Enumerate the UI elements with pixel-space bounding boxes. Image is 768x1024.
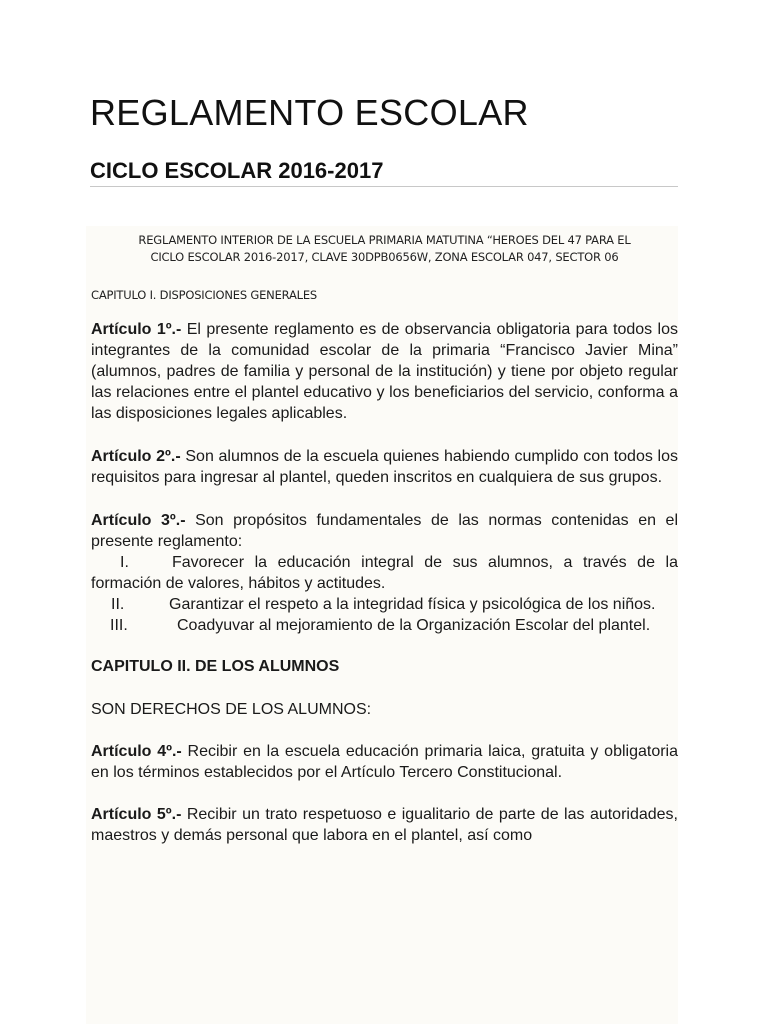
regulation-header (91, 232, 678, 266)
article-4 (91, 741, 678, 783)
article-5-text: Recibir un trato respetuoso e igualitario de parte de las autoridades, maestros y demás personal que labora en el plantel, así como (91, 806, 679, 844)
rights-heading: SON DERECHOS DE LOS ALUMNOS: (91, 701, 372, 718)
purpose-item-2-number: II. (111, 596, 125, 613)
article-3-text: Son propósitos fundamentales de las normas contenidas en el presente reglamento: (91, 512, 678, 550)
purpose-item-1-number: I. (120, 554, 129, 571)
document-title: REGLAMENTO ESCOLAR (90, 92, 529, 133)
purpose-item-1 (91, 552, 678, 594)
article-5-label: Artículo 5º.- (91, 806, 182, 823)
purpose-item-2 (91, 594, 678, 615)
article-2 (91, 446, 678, 488)
article-5 (91, 804, 678, 846)
article-3 (91, 510, 678, 552)
title-divider (90, 186, 678, 187)
regulation-header-line-1: REGLAMENTO INTERIOR DE LA ESCUELA PRIMARIA MATUTINA “HEROES DEL 47 PARA EL (138, 233, 631, 247)
article-1-text: El presente reglamento es de observancia obligatoria para todos los integrantes de la comunidad escolar de la primaria “Francisco Javier Mina” (alumnos, padres de familia y personal de la institución) y tiene por objeto regular las relaciones entre el plantel educativo y los beneficiarios del servicio, conforma a las disposiciones legales aplicables. (91, 321, 679, 422)
article-2-text: Son alumnos de la escuela quienes habiendo cumplido con todos los requisitos para ingresar al plantel, queden inscritos en cualquiera de sus grupos. (91, 448, 679, 486)
purpose-item-2-text: Garantizar el respeto a la integridad física y psicológica de los niños. (169, 596, 656, 613)
chapter-1-heading: CAPITULO I. DISPOSICIONES GENERALES (91, 288, 318, 302)
purpose-item-1-text: Favorecer la educación integral de sus alumnos, a través de la formación de valores, hábitos y actitudes. (91, 554, 678, 592)
purpose-item-3-text: Coadyuvar al mejoramiento de la Organización Escolar del plantel. (177, 617, 651, 634)
article-1-label: Artículo 1º.- (91, 321, 182, 338)
purpose-item-3 (91, 615, 678, 636)
regulation-header-line-2: CICLO ESCOLAR 2016-2017, CLAVE 30DPB0656W, ZONA ESCOLAR 047, SECTOR 06 (150, 250, 619, 264)
article-2-label: Artículo 2º.- (91, 448, 181, 465)
article-4-text: Recibir en la escuela educación primaria laica, gratuita y obligatoria en los términos establecidos por el Artículo Tercero Constitucional. (91, 743, 679, 781)
chapter-2-heading: CAPITULO II. DE LOS ALUMNOS (91, 658, 340, 675)
document-subtitle: CICLO ESCOLAR 2016-2017 (90, 158, 384, 183)
document-body (86, 226, 678, 1024)
article-3-label: Artículo 3º.- (91, 512, 186, 529)
purpose-item-3-number: III. (110, 617, 128, 634)
article-1 (91, 319, 678, 424)
article-4-label: Artículo 4º.- (91, 743, 182, 760)
